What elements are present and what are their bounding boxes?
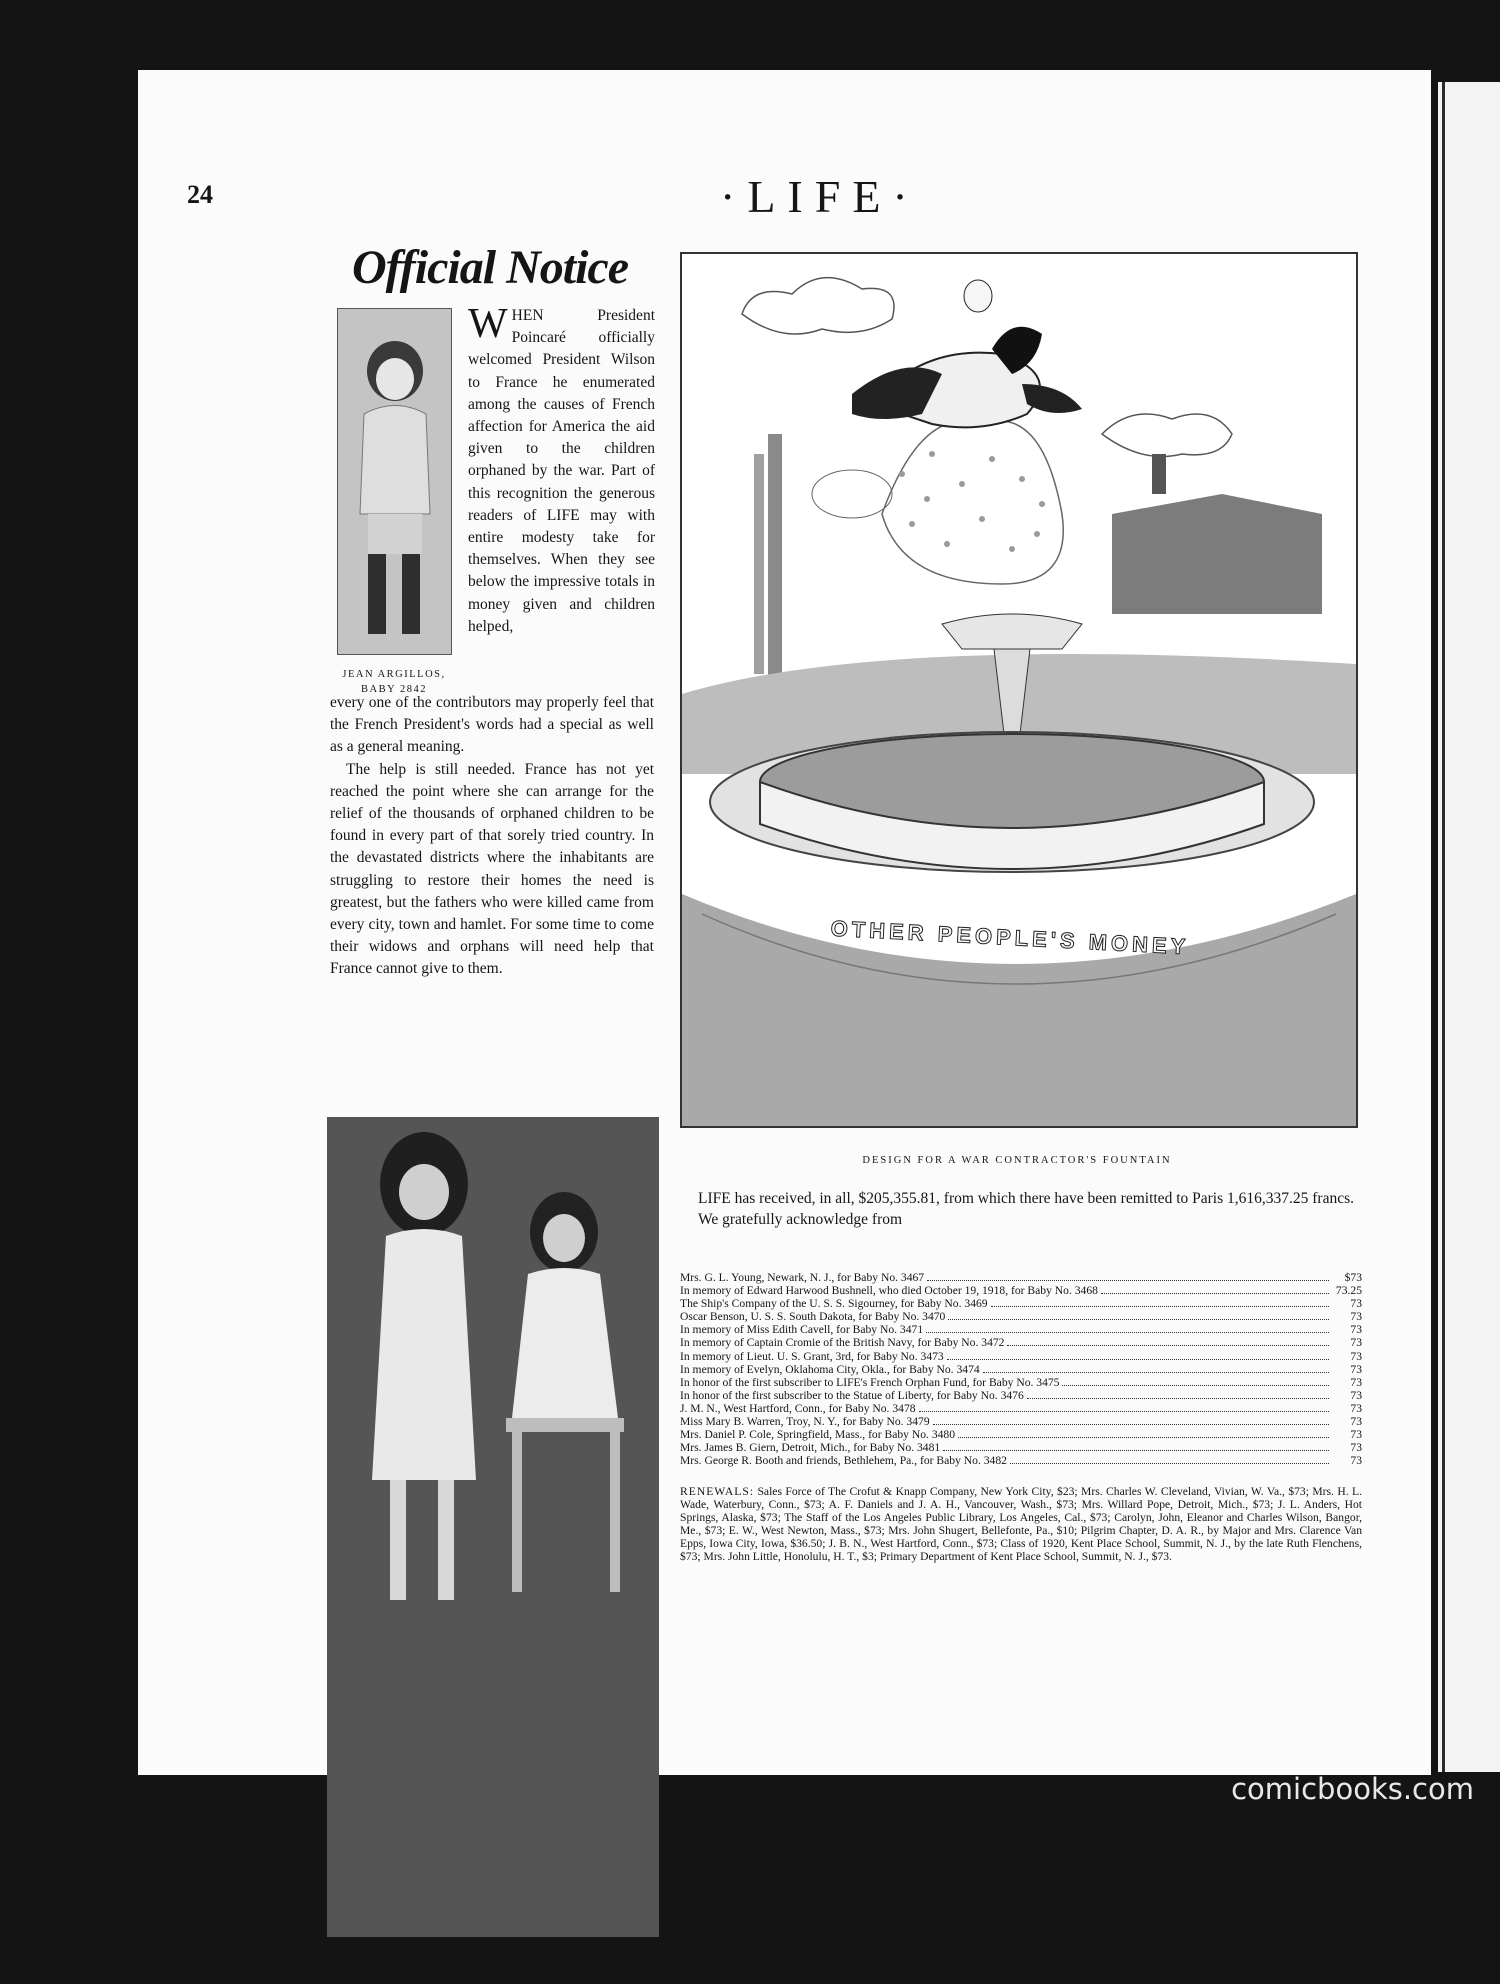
donation-row bbox=[680, 1310, 1362, 1323]
donation-row bbox=[680, 1323, 1362, 1336]
donation-amount: 73.25 bbox=[1335, 1284, 1362, 1298]
donation-row bbox=[680, 1297, 1362, 1310]
acknowledge-intro: We gratefully acknowledge from bbox=[698, 1211, 903, 1228]
donation-amount: 73 bbox=[1350, 1310, 1362, 1324]
donation-amount: 73 bbox=[1350, 1297, 1362, 1311]
site-watermark: comicbooks.com bbox=[1231, 1772, 1474, 1806]
renewals-text: Sales Force of The Crofut & Knapp Company, New York City, $23; Mrs. Charles W. Cleveland, Vivian, W. Va., $73; Mrs. H. L. Wade, Waterbury, Conn., $73; A. F. Daniels and J. A. H., Vancouver, Wash., $73; Mrs. Willard Pope, Detroit, Mich., $73; J. L. Anders, Hot Springs, Alaska, $73; The Staff of the Los Angeles Public Library, Los Angeles, Cal., $73; Carolyn, John, Eleanor and Charles Wilson, Bangor, Me., $73; E. W., West Newton, Mass., $73; Mrs. John Shugert, Bellefonte, Pa., $10; Pilgrim Chapter, D. A. R., by Major and Mrs. Clarence Van Epps, Iowa City, Iowa, $36.50; J. B. N., West Hartford, Conn., $73; Class of 1920, Kent Place School, Summit, N. J., by the late Ruth Flenchens, $73; Mrs. John Little, Honolulu, H. T., $3; Primary Department of Kent Place School, Summit, N. J., $73. bbox=[680, 1485, 1362, 1564]
donation-amount: 73 bbox=[1350, 1415, 1362, 1429]
article-opening-text: HEN President Poincaré officially welcomed President Wilson to France he enumerated among the causes of French affection for America the aid given to the children orphaned by the war. Part of this recognition the generous readers of LIFE may with entire modesty take for themselves. When they see below the impressive totals in money given and children helped, bbox=[468, 307, 655, 635]
donation-amount: 73 bbox=[1350, 1349, 1362, 1363]
donation-row bbox=[680, 1441, 1362, 1454]
article-continued bbox=[330, 692, 654, 981]
renewals-paragraph bbox=[680, 1485, 1362, 1564]
donation-text: Mrs. G. L. Young, Newark, N. J., for Baby No. 3467 bbox=[680, 1271, 925, 1284]
donation-amount: 73 bbox=[1350, 1441, 1362, 1455]
donation-text: In honor of the first subscriber to LIFE's French Orphan Fund, for Baby No. 3475 bbox=[680, 1375, 1060, 1389]
drop-cap: W bbox=[468, 301, 508, 347]
donation-row bbox=[680, 1415, 1362, 1428]
donation-amount: $73 bbox=[1344, 1271, 1362, 1284]
donation-text: In memory of Edward Harwood Bushnell, who died October 19, 1918, for Baby No. 3468 bbox=[680, 1284, 1098, 1298]
donation-row bbox=[680, 1454, 1362, 1467]
donation-amount: 73 bbox=[1350, 1362, 1362, 1376]
fountain-cartoon bbox=[680, 252, 1358, 1128]
donation-text: Mrs. James B. Giern, Detroit, Mich., for Baby No. 3481 bbox=[680, 1441, 941, 1455]
photo1-caption: JEAN ARGILLOS, BABY 2842 bbox=[342, 669, 446, 695]
donation-amount: 73 bbox=[1350, 1323, 1362, 1337]
masthead: ·LIFE· bbox=[720, 171, 920, 222]
donation-row bbox=[680, 1376, 1362, 1389]
donation-amount: 73 bbox=[1350, 1454, 1362, 1468]
donation-row bbox=[680, 1389, 1362, 1402]
fund-summary bbox=[680, 1188, 1362, 1230]
page-number: 24 bbox=[187, 180, 213, 209]
photo-jean-argillos bbox=[337, 308, 452, 655]
photo-davy-sisters bbox=[327, 1117, 659, 1937]
donation-row bbox=[680, 1284, 1362, 1297]
headline: Official Notice bbox=[352, 241, 629, 294]
article-opening bbox=[468, 301, 655, 638]
fund-total: LIFE has received, in all, $205,355.81, from which there have been remitted to Paris 1,616,337.25 francs. bbox=[698, 1190, 1354, 1207]
donation-text: In memory of Evelyn, Oklahoma City, Okla., for Baby No. 3474 bbox=[680, 1362, 980, 1376]
donation-row bbox=[680, 1336, 1362, 1349]
donation-row bbox=[680, 1428, 1362, 1441]
donation-amount: 73 bbox=[1350, 1336, 1362, 1350]
photo2-caption: PAULETTE DAVY, BABY 2254, AND BERTHE DAVY, BABY 2564 bbox=[338, 1956, 646, 1982]
donation-text: In memory of Lieut. U. S. Grant, 3rd, for Baby No. 3473 bbox=[680, 1349, 944, 1363]
donation-text: Mrs. Daniel P. Cole, Springfield, Mass., for Baby No. 3480 bbox=[680, 1428, 956, 1442]
donation-row bbox=[680, 1402, 1362, 1415]
donation-amount: 73 bbox=[1350, 1428, 1362, 1442]
cartoon-caption: DESIGN FOR A WAR CONTRACTOR'S FOUNTAIN bbox=[862, 1155, 1172, 1166]
donation-text: The Ship's Company of the U. S. S. Sigourney, for Baby No. 3469 bbox=[680, 1297, 988, 1311]
donation-amount: 73 bbox=[1350, 1401, 1362, 1415]
donation-text: J. M. N., West Hartford, Conn., for Baby No. 3478 bbox=[680, 1401, 916, 1415]
donation-row bbox=[680, 1271, 1362, 1284]
donation-amount: 73 bbox=[1350, 1388, 1362, 1402]
donation-text: In honor of the first subscriber to the Statue of Liberty, for Baby No. 3476 bbox=[680, 1388, 1024, 1402]
donation-amount: 73 bbox=[1350, 1375, 1362, 1389]
article-paragraph-2: The help is still needed. France has not yet reached the point where she can arrange for the relief of the thousands of orphaned children to be found in every part of that sorely tried country. In the devastated districts where the inhabitants are struggling to restore their homes the need is greatest, but the fathers who were killed came from every city, town and hamlet. For some time to come their widows and orphans will need help that France cannot give to them. bbox=[330, 760, 654, 978]
article-continuation: every one of the contributors may properly feel that the French President's words had a special as well as a general meaning. bbox=[330, 694, 654, 756]
donation-text: Mrs. George R. Booth and friends, Bethlehem, Pa., for Baby No. 3482 bbox=[680, 1454, 1007, 1468]
donation-text: Miss Mary B. Warren, Troy, N. Y., for Baby No. 3479 bbox=[680, 1415, 930, 1429]
donation-text: In memory of Captain Cromie of the British Navy, for Baby No. 3472 bbox=[680, 1336, 1005, 1350]
donation-text: In memory of Miss Edith Cavell, for Baby No. 3471 bbox=[680, 1323, 924, 1337]
facing-page-edge bbox=[1438, 82, 1500, 1772]
donation-text: Oscar Benson, U. S. S. South Dakota, for Baby No. 3470 bbox=[680, 1310, 946, 1324]
donation-row bbox=[680, 1363, 1362, 1376]
renewals-label: RENEWALS: bbox=[680, 1485, 755, 1498]
fountain-inscription: OTHER PEOPLE'S MONEY bbox=[830, 915, 1190, 960]
donation-list bbox=[680, 1271, 1362, 1467]
donation-row bbox=[680, 1350, 1362, 1363]
